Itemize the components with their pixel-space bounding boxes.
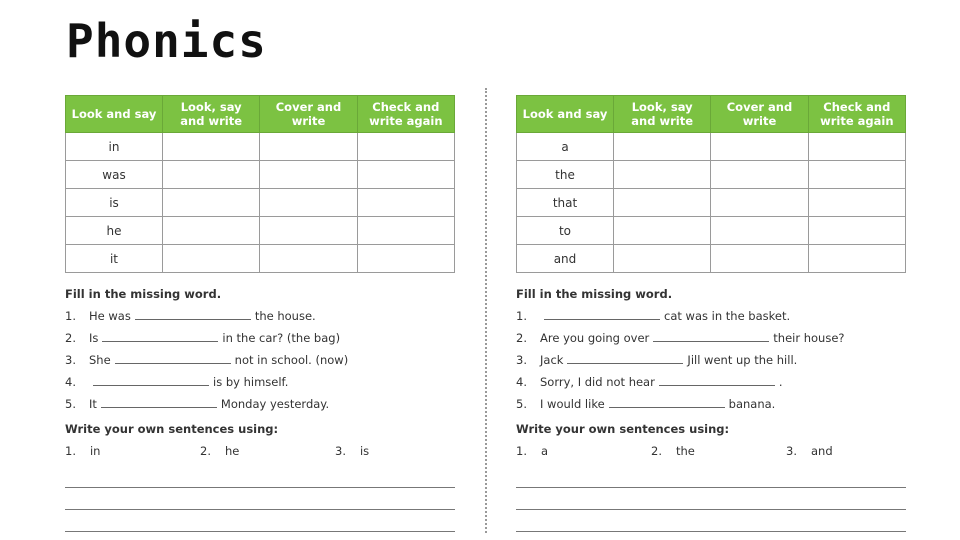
page-title: Phonics <box>66 14 267 68</box>
writing-line[interactable] <box>516 488 906 510</box>
list-item <box>65 374 455 396</box>
column-header: Look, say and write <box>614 96 711 133</box>
writing-line[interactable] <box>65 510 455 532</box>
write-cell[interactable] <box>808 189 905 217</box>
write-cell[interactable] <box>357 217 454 245</box>
table-row <box>517 217 906 245</box>
column-header: Look and say <box>66 96 163 133</box>
write-cell[interactable] <box>808 161 905 189</box>
list-item <box>516 396 906 418</box>
write-cell[interactable] <box>260 217 357 245</box>
table-header-row <box>66 96 455 133</box>
write-cell[interactable] <box>357 161 454 189</box>
item-number: 1. <box>65 444 76 458</box>
word-cell: he <box>66 217 163 245</box>
write-cell[interactable] <box>614 217 711 245</box>
item-number: 2. <box>651 444 662 458</box>
sentence-before: Is <box>89 331 99 345</box>
using-word-item <box>786 444 906 458</box>
answer-blank[interactable] <box>659 374 775 386</box>
item-number: 3. <box>65 353 76 367</box>
write-cell[interactable] <box>711 189 808 217</box>
fill-heading: Fill in the missing word. <box>516 287 673 301</box>
item-number: 2. <box>516 331 527 345</box>
answer-blank[interactable] <box>544 308 660 320</box>
write-cell[interactable] <box>260 133 357 161</box>
sentence-list <box>516 308 906 418</box>
writing-line[interactable] <box>65 488 455 510</box>
word-cell: a <box>517 133 614 161</box>
column-header: Look, say and write <box>163 96 260 133</box>
word-cell: in <box>66 133 163 161</box>
write-cell[interactable] <box>260 245 357 273</box>
write-cell[interactable] <box>260 189 357 217</box>
sentence-after: . <box>778 375 783 389</box>
item-number: 1. <box>516 444 527 458</box>
using-word-item <box>65 444 200 458</box>
write-cell[interactable] <box>711 161 808 189</box>
sentence-list <box>65 308 455 418</box>
item-number: 2. <box>200 444 211 458</box>
using-word: a <box>540 444 549 458</box>
sentence-before: Sorry, I did not hear <box>540 375 655 389</box>
write-cell[interactable] <box>808 245 905 273</box>
using-word-item <box>651 444 786 458</box>
sentence-after: not in school. (now) <box>234 353 349 367</box>
item-number: 3. <box>786 444 797 458</box>
writing-line[interactable] <box>65 466 455 488</box>
list-item <box>65 396 455 418</box>
using-words <box>65 444 455 458</box>
answer-blank[interactable] <box>101 396 217 408</box>
word-cell: to <box>517 217 614 245</box>
fill-heading: Fill in the missing word. <box>65 287 222 301</box>
list-item <box>65 308 455 330</box>
list-item <box>516 352 906 374</box>
item-number: 4. <box>65 375 76 389</box>
column-header: Cover and write <box>260 96 357 133</box>
table-row <box>517 245 906 273</box>
table-row <box>66 133 455 161</box>
answer-blank[interactable] <box>653 330 769 342</box>
table-row <box>517 161 906 189</box>
writing-lines <box>65 466 455 532</box>
write-cell[interactable] <box>711 133 808 161</box>
table-row <box>66 245 455 273</box>
list-item <box>65 352 455 374</box>
list-item <box>516 374 906 396</box>
sentence-before: Jack <box>540 353 564 367</box>
answer-blank[interactable] <box>115 352 231 364</box>
using-word: he <box>224 444 240 458</box>
using-word-item <box>200 444 335 458</box>
write-cell[interactable] <box>614 133 711 161</box>
list-item <box>516 308 906 330</box>
sentence-before: She <box>89 353 111 367</box>
writing-lines <box>516 466 906 532</box>
sentence-before: He was <box>89 309 131 323</box>
writing-line[interactable] <box>516 466 906 488</box>
table-row <box>517 133 906 161</box>
write-cell[interactable] <box>357 245 454 273</box>
write-cell[interactable] <box>163 217 260 245</box>
answer-blank[interactable] <box>93 374 209 386</box>
word-cell: it <box>66 245 163 273</box>
column-header: Check and write again <box>357 96 454 133</box>
item-number: 2. <box>65 331 76 345</box>
column-header: Cover and write <box>711 96 808 133</box>
write-cell[interactable] <box>163 133 260 161</box>
write-cell[interactable] <box>260 161 357 189</box>
write-cell[interactable] <box>711 245 808 273</box>
write-heading: Write your own sentences using: <box>65 422 279 436</box>
using-words <box>516 444 906 458</box>
table-row <box>517 189 906 217</box>
word-cell: that <box>517 189 614 217</box>
look-say-cover-write-table <box>65 95 455 273</box>
sentence-after: Jill went up the hill. <box>687 353 798 367</box>
write-cell[interactable] <box>357 133 454 161</box>
sentence-before: Are you going over <box>540 331 650 345</box>
item-number: 3. <box>335 444 346 458</box>
using-word-item <box>516 444 651 458</box>
table-row <box>66 161 455 189</box>
sentence-after: is by himself. <box>213 375 289 389</box>
write-cell[interactable] <box>711 217 808 245</box>
answer-blank[interactable] <box>567 352 683 364</box>
sentence-after: Monday yesterday. <box>220 397 330 411</box>
sentence-after: in the car? (the bag) <box>222 331 341 345</box>
list-item <box>65 330 455 352</box>
sentence-after: cat was in the basket. <box>664 309 791 323</box>
dotted-divider <box>485 88 487 533</box>
worksheet-left <box>65 95 455 532</box>
answer-blank[interactable] <box>102 330 218 342</box>
write-cell[interactable] <box>357 189 454 217</box>
word-cell: the <box>517 161 614 189</box>
item-number: 5. <box>516 397 527 411</box>
answer-blank[interactable] <box>609 396 725 408</box>
using-word: in <box>89 444 101 458</box>
item-number: 1. <box>65 309 76 323</box>
table-header-row <box>517 96 906 133</box>
item-number: 1. <box>516 309 527 323</box>
write-cell[interactable] <box>614 189 711 217</box>
sentence-after: their house? <box>773 331 845 345</box>
write-cell[interactable] <box>163 189 260 217</box>
using-word: and <box>810 444 833 458</box>
column-header: Check and write again <box>808 96 905 133</box>
sentence-after: the house. <box>254 309 316 323</box>
list-item <box>516 330 906 352</box>
answer-blank[interactable] <box>135 308 251 320</box>
sentence-before: I would like <box>540 397 605 411</box>
table-row <box>66 189 455 217</box>
table-row <box>66 217 455 245</box>
word-cell: is <box>66 189 163 217</box>
item-number: 4. <box>516 375 527 389</box>
write-heading: Write your own sentences using: <box>516 422 730 436</box>
write-cell[interactable] <box>614 245 711 273</box>
using-word: the <box>675 444 695 458</box>
writing-line[interactable] <box>516 510 906 532</box>
word-cell: was <box>66 161 163 189</box>
write-cell[interactable] <box>163 245 260 273</box>
item-number: 3. <box>516 353 527 367</box>
look-say-cover-write-table <box>516 95 906 273</box>
word-cell: and <box>517 245 614 273</box>
write-cell[interactable] <box>614 161 711 189</box>
item-number: 5. <box>65 397 76 411</box>
worksheet-right <box>516 95 906 532</box>
sentence-before: It <box>89 397 97 411</box>
write-cell[interactable] <box>163 161 260 189</box>
sentence-after: banana. <box>728 397 776 411</box>
write-cell[interactable] <box>808 133 905 161</box>
column-header: Look and say <box>517 96 614 133</box>
using-word-item <box>335 444 455 458</box>
write-cell[interactable] <box>808 217 905 245</box>
using-word: is <box>359 444 370 458</box>
